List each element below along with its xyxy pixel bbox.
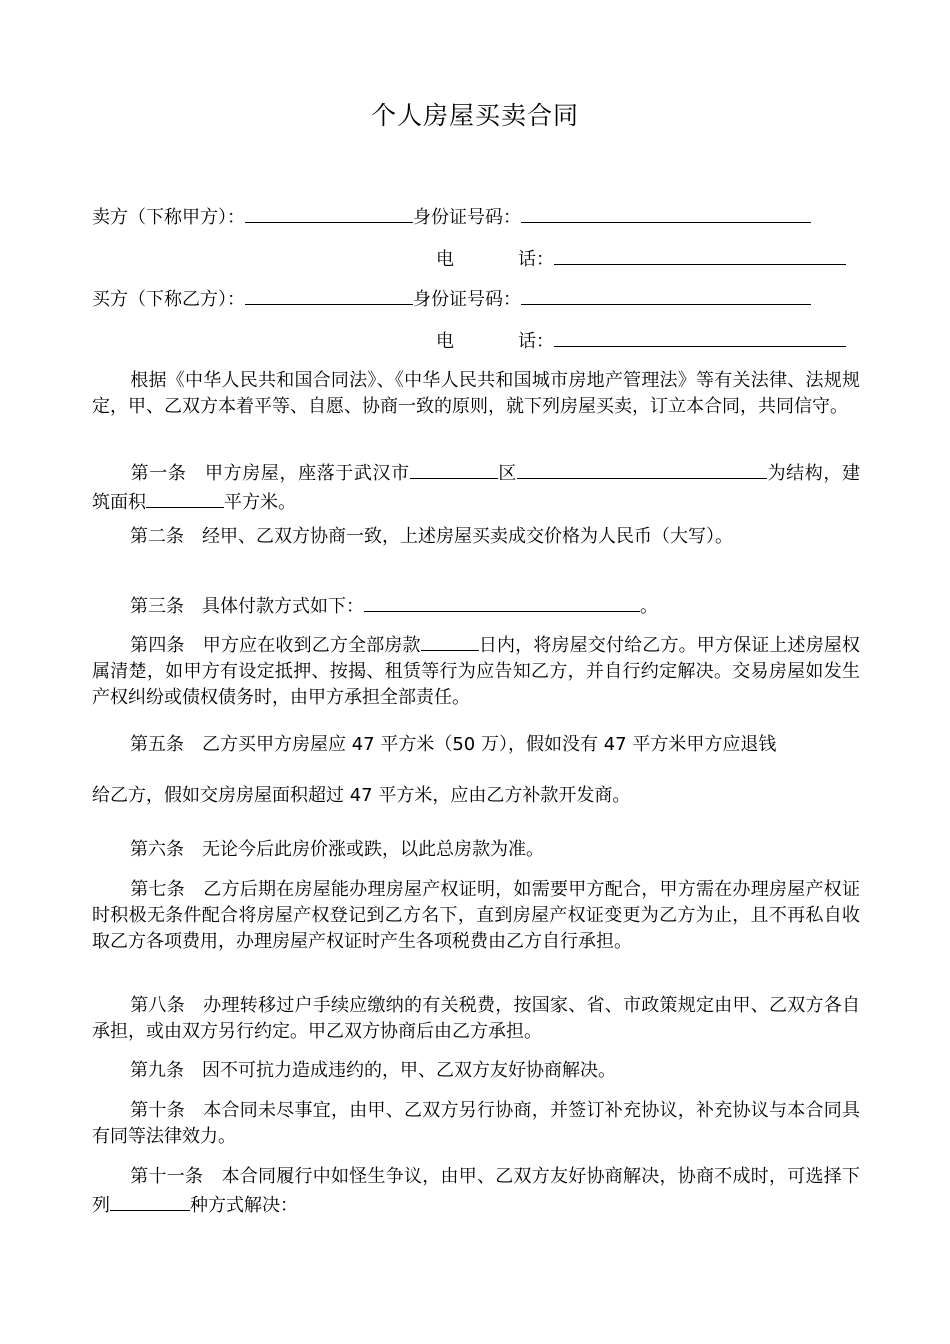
- article-2-text: 经甲、乙双方协商一致，上述房屋买卖成交价格为人民币（大写）: [202, 526, 715, 547]
- document-title: 个人房屋买卖合同: [370, 101, 579, 130]
- article-2-tail: 。: [715, 526, 733, 547]
- buyer-id-blank[interactable]: [521, 284, 811, 305]
- article-5-head: 第五条: [130, 734, 184, 755]
- article-3-tail: 。: [640, 596, 658, 617]
- buyer-id-label: 身份证号码：: [413, 289, 521, 310]
- article-1-head: 第一条: [130, 463, 187, 484]
- article-1-text-1: 甲方房屋，座落于武汉市: [204, 463, 410, 484]
- area-blank[interactable]: [146, 487, 224, 508]
- article-11-head: 第十一条: [130, 1166, 204, 1187]
- seller-phone-label-a: 电: [436, 249, 454, 270]
- article-8-head: 第八条: [130, 995, 185, 1016]
- article-3: [92, 591, 860, 620]
- article-7: [92, 877, 860, 955]
- seller-label: 卖方（下称甲方）：: [92, 207, 245, 228]
- article-1-text-3: 为结构，建筑面积: [92, 463, 861, 513]
- article-11-text-1: 本合同履行中如怪生争议，由甲、乙双方友好协商解决，协商不成时，可选择下列: [92, 1166, 860, 1216]
- buyer-phone-row: [436, 326, 846, 355]
- preamble-paragraph: [92, 368, 860, 420]
- preamble-text: 根据《中华人民共和国合同法》、《中华人民共和国城市房地产管理法》等有关法律、法规规定，甲、乙双方本着平等、自愿、协商一致的原则，就下列房屋买卖，订立本合同，共同信守。: [92, 370, 860, 417]
- article-5-line-2: [92, 783, 630, 809]
- article-5-line-1-text: 乙方买甲方房屋应 47 平方米（50 万），假如没有 47 平方米甲方应退钱: [202, 734, 777, 755]
- seller-id-label: 身份证号码：: [413, 207, 521, 228]
- seller-row: [92, 202, 811, 231]
- article-6-head: 第六条: [130, 839, 184, 860]
- article-8-text: 办理转移过户手续应缴纳的有关税费，按国家、省、市政策规定由甲、乙双方各自承担，或由双方另行约定。甲乙双方协商后由乙方承担。: [92, 995, 860, 1042]
- article-9-head: 第九条: [130, 1060, 184, 1081]
- buyer-phone-label-b: 话：: [518, 331, 554, 352]
- article-1-text-2: 区: [497, 463, 517, 484]
- article-10-head: 第十条: [130, 1100, 185, 1121]
- dispute-method-blank[interactable]: [110, 1190, 190, 1211]
- article-4-text-2: 日内，将房屋交付给乙方。甲方保证上述房屋权属清楚，如甲方有设定抵押、按揭、租赁等行为应告知乙方，并自行约定解决。交易房屋如发生产权纠纷或债权债务时，由甲方承担全部责任。: [92, 635, 861, 708]
- buyer-phone-label-a: 电: [436, 331, 454, 352]
- article-7-text: 乙方后期在房屋能办理房屋产权证明，如需要甲方配合，甲方需在办理房屋产权证时积极无条件配合将房屋产权登记到乙方名下，直到房屋产权证变更为乙方为止，且不再私自收取乙方各项费用，办理房屋产权证时产生各项税费由乙方自行承担。: [92, 879, 860, 952]
- article-4: [92, 630, 860, 711]
- article-3-head: 第三条: [130, 596, 184, 617]
- article-3-text: 具体付款方式如下：: [202, 596, 364, 617]
- article-4-text-1: 甲方应在收到乙方全部房款: [202, 635, 421, 656]
- article-8: [92, 993, 860, 1045]
- article-1-text-4: 平方米。: [224, 492, 296, 513]
- article-11: [92, 1164, 860, 1219]
- delivery-days-blank[interactable]: [421, 630, 479, 651]
- seller-name-blank[interactable]: [245, 202, 413, 223]
- buyer-phone-blank[interactable]: [554, 326, 846, 347]
- article-4-head: 第四条: [130, 635, 185, 656]
- article-5-line-1: [130, 732, 776, 758]
- article-7-head: 第七条: [130, 879, 185, 900]
- article-6: [92, 837, 860, 863]
- buyer-row: [92, 284, 811, 313]
- article-5-line-2-text: 给乙方，假如交房房屋面积超过 47 平方米，应由乙方补款开发商。: [92, 785, 631, 806]
- seller-phone-blank[interactable]: [554, 244, 846, 265]
- article-11-text-2: 种方式解决：: [190, 1195, 298, 1216]
- buyer-name-blank[interactable]: [245, 284, 413, 305]
- buyer-label: 买方（下称乙方）：: [92, 289, 245, 310]
- article-1: [92, 458, 860, 516]
- article-6-text: 无论今后此房价涨或跌，以此总房款为准。: [202, 839, 544, 860]
- article-9: [92, 1058, 860, 1084]
- seller-phone-label-b: 话：: [518, 249, 554, 270]
- payment-method-blank[interactable]: [364, 591, 640, 612]
- article-2: [92, 524, 860, 550]
- article-2-head: 第二条: [130, 526, 184, 547]
- seller-id-blank[interactable]: [521, 202, 811, 223]
- article-9-text: 因不可抗力造成违约的，甲、乙双方友好协商解决。: [202, 1060, 616, 1081]
- seller-phone-row: [436, 244, 846, 273]
- article-10-text: 本合同未尽事宜，由甲、乙双方另行协商，并签订补充协议，补充协议与本合同具有同等法律效力。: [92, 1100, 860, 1147]
- district-blank[interactable]: [410, 458, 498, 479]
- address-blank[interactable]: [517, 458, 767, 479]
- article-10: [92, 1098, 860, 1150]
